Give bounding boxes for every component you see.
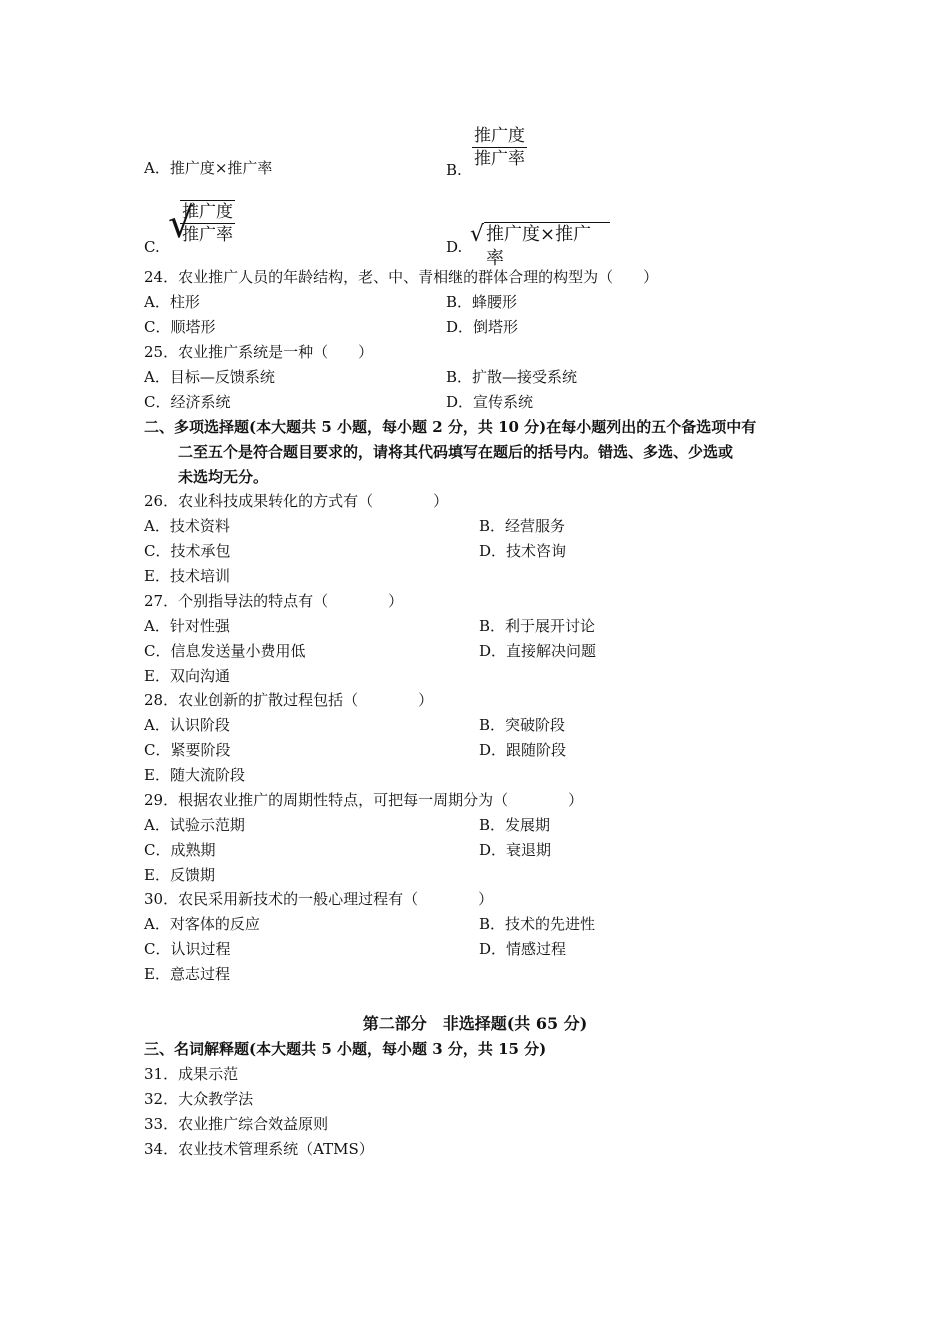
q25-option-a: A．目标—反馈系统 [144,368,275,386]
q27-option-d: D．直接解决问题 [479,642,597,660]
q28-stem: 28．农业创新的扩散过程包括（ ） [144,691,434,709]
q28-option-d: D．跟随阶段 [479,741,567,759]
q26-option-c: C．技术承包 [144,542,231,560]
q30-option-b: B．技术的先进性 [479,915,596,933]
q24-option-a: A．柱形 [144,293,200,311]
q23-option-b-fraction [472,125,527,170]
q28-option-b: B．突破阶段 [479,716,566,734]
q29-stem: 29．根据农业推广的周期性特点，可把每一周期分为（ ） [144,791,584,809]
part2-title: 第二部分 非选择题(共 65 分) [362,1014,588,1033]
q29-option-c: C．成熟期 [144,841,216,859]
section2-heading-line1: 二、多项选择题(本大题共 5 小题，每小题 2 分，共 10 分)在每小题列出的五个备选项中有 [144,418,757,436]
fraction-numerator: 推广度 [182,202,233,222]
q25-option-d: D．宣传系统 [446,393,534,411]
q27-stem: 27．个别指导法的特点有（ ） [144,592,404,610]
q30-option-e: E．意志过程 [144,965,230,983]
q26-option-a: A．技术资料 [144,517,230,535]
q23-option-c-fraction [180,200,235,246]
q30-option-c: C．认识过程 [144,940,231,958]
q28-option-e: E．随大流阶段 [144,766,245,784]
q28-option-a: A．认识阶段 [144,716,230,734]
q24-option-c: C．顺塔形 [144,318,216,336]
section3-heading: 三、名词解释题(本大题共 5 小题，每小题 3 分，共 15 分) [144,1040,547,1058]
fraction-denominator: 推广率 [474,149,525,169]
q30-option-d: D．情感过程 [479,940,567,958]
q23-option-b-label: B. [446,161,462,179]
sqrt-icon: √ [168,201,194,247]
q29-option-b: B．发展期 [479,816,551,834]
q29-option-d: D．衰退期 [479,841,552,859]
q24-option-d: D．倒塔形 [446,318,519,336]
q23-option-c-sqrt [168,198,248,252]
q31-term: 31．成果示范 [144,1065,239,1083]
section2-heading-line2: 二至五个是符合题目要求的，请将其代码填写在题后的括号内。错选、多选、少选或 [178,443,734,461]
q27-option-c: C．信息发送量小费用低 [144,642,306,660]
section2-heading-line3: 未选均无分。 [178,468,269,486]
q33-term: 33．农业推广综合效益原则 [144,1115,329,1133]
fraction-numerator: 推广度 [474,126,525,146]
q25-option-b: B．扩散—接受系统 [446,368,578,386]
q32-term: 32．大众教学法 [144,1090,254,1108]
q29-option-a: A．试验示范期 [144,816,245,834]
q27-option-a: A．针对性强 [144,617,230,635]
q34-term: 34．农业技术管理系统（ATMS） [144,1140,374,1158]
q23-option-d-label: D. [446,238,463,256]
q26-option-d: D．技术咨询 [479,542,567,560]
q24-stem: 24．农业推广人员的年龄结构，老、中、青相继的群体合理的构型为（ ） [144,268,659,286]
q29-option-e: E．反馈期 [144,866,215,884]
q24-option-b: B．蜂腰形 [446,293,518,311]
q23-option-d-sqrt [470,220,610,269]
q26-stem: 26．农业科技成果转化的方式有（ ） [144,492,449,510]
q27-option-e: E．双向沟通 [144,667,230,685]
q23-option-c-label: C. [144,238,160,256]
q23-option-d-expression: 推广度×推广率 [484,222,610,271]
q25-option-c: C．经济系统 [144,393,231,411]
q26-option-b: B．经营服务 [479,517,566,535]
q26-option-e: E．技术培训 [144,567,230,585]
q25-stem: 25．农业推广系统是一种（ ） [144,343,374,361]
fraction-denominator: 推广率 [182,225,233,245]
q28-option-c: C．紧要阶段 [144,741,231,759]
sqrt-icon: √ [470,222,485,247]
q30-stem: 30．农民采用新技术的一般心理过程有（ ） [144,890,494,908]
q23-option-a: A．推广度×推广率 [144,159,273,177]
q27-option-b: B．利于展开讨论 [479,617,596,635]
q30-option-a: A．对客体的反应 [144,915,260,933]
